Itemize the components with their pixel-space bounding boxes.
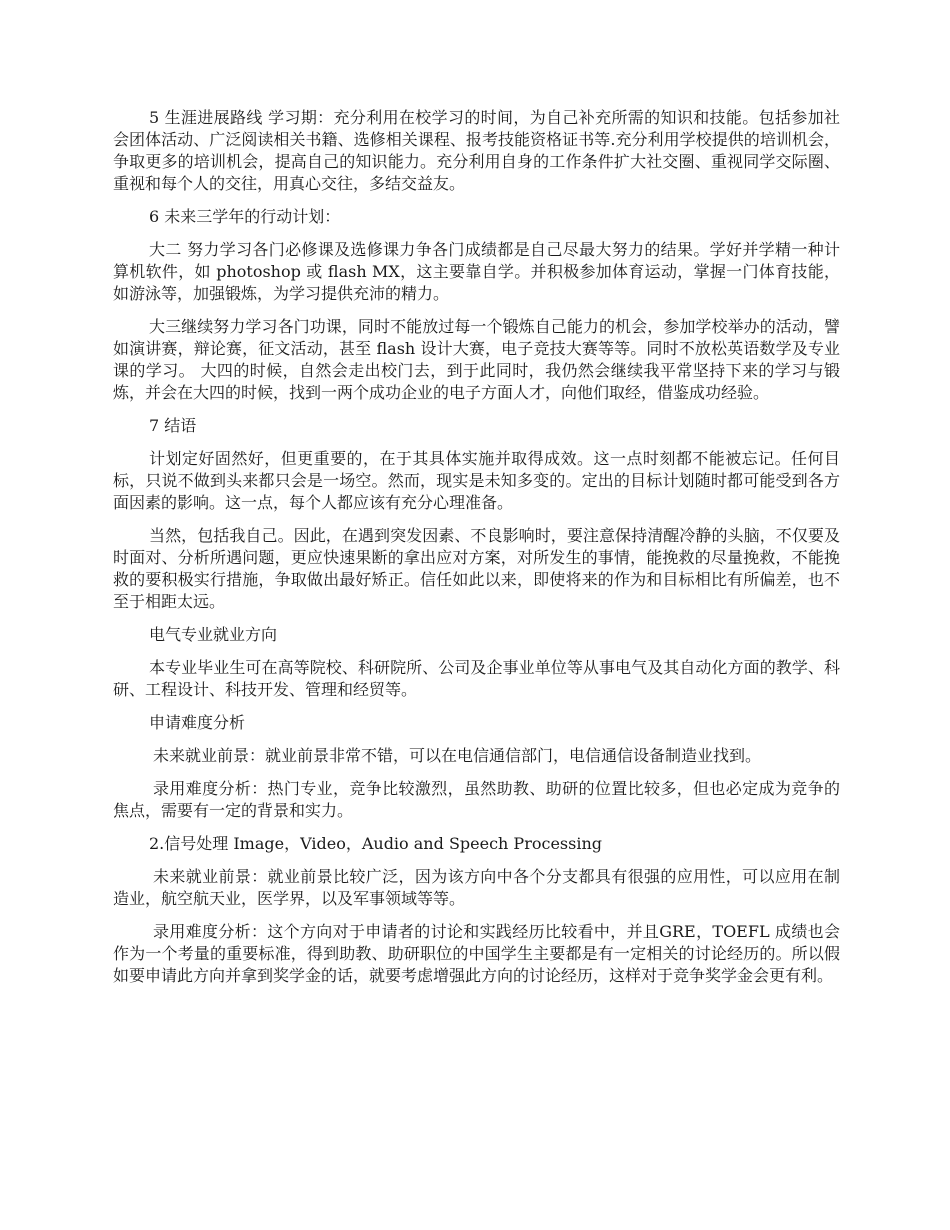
heading-action-plan: 6 未来三学年的行动计划： [149, 207, 341, 226]
paragraph-prospects-1: 未来就业前景：就业前景非常不错，可以在电信通信部门，电信通信设备制造业找到。 [153, 746, 762, 765]
paragraph-conclusion-1: 计划定好固然好，但更重要的，在于其具体实施并取得成效。这一点时刻都不能被忘记。任何目标，只说不做到头来都只会是一场空。然而，现实是未知多变的。定出的目标计划随时都可能受到各方面因素的影响。这一点，每个人都应该有充分心理准备。 [113, 449, 840, 512]
paragraph-difficulty-2: 录用难度分析：这个方向对于申请者的讨论和实践经历比较看中，并且GRE，TOEFL 成绩也会作为一个考量的重要标准，得到助教、助研职位的中国学生主要都是有一定相关的讨论经历的。所以假如要申请此方向并拿到奖学金的话，就要考虑增强此方向的讨论经历，这样对于竞争奖学金会更有利。 [113, 922, 840, 985]
paragraph-junior-senior-plan: 大三继续努力学习各门功课，同时不能放过每一个锻炼自己能力的机会，参加学校举办的活动，譬如演讲赛，辩论赛，征文活动，甚至 flash 设计大赛，电子竞技大赛等等。同时不放松英语数学及专业课的学习。 大四的时候，自然会走出校门去，到于此同时，我仍然会继续我平常坚持下来的学习与锻炼，并会在大四的时候，找到一两个成功企业的电子方面人才，向他们取经，借鉴成功经验。 [113, 317, 840, 402]
paragraph-sophomore-plan: 大二 努力学习各门必修课及选修课力争各门成绩都是自己尽最大努力的结果。学好并学精一种计算机软件，如 photoshop 或 flash MX，这主要靠自学。并积极参加体育运动，掌握一门体育技能，如游泳等，加强锻炼，为学习提供充沛的精力。 [113, 240, 840, 303]
paragraph-difficulty-1: 录用难度分析：热门专业，竞争比较激烈，虽然助教、助研的位置比较多，但也必定成为竞争的焦点，需要有一定的背景和实力。 [113, 779, 840, 820]
heading-signal-processing: 2.信号处理 Image，Video，Audio and Speech Processing [149, 834, 602, 853]
paragraph-electrical-career: 本专业毕业生可在高等院校、科研院所、公司及企事业单位等从事电气及其自动化方面的教学、科研、工程设计、科技开发、管理和经贸等。 [113, 658, 840, 699]
paragraph-prospects-2: 未来就业前景：就业前景比较广泛，因为该方向中各个分支都具有很强的应用性，可以应用在制造业，航空航天业，医学界，以及军事领域等等。 [113, 867, 840, 908]
heading-conclusion: 7 结语 [149, 416, 197, 435]
document-page [113, 107, 840, 998]
paragraph-career-path: 5 生涯进展路线 学习期：充分利用在校学习的时间，为自己补充所需的知识和技能。包括参加社会团体活动、广泛阅读相关书籍、选修相关课程、报考技能资格证书等.充分利用学校提供的培训机会，争取更多的培训机会，提高自己的知识能力。充分利用自身的工作条件扩大社交圈、重视同学交际圈、重视和每个人的交往，用真心交往，多结交益友。 [113, 108, 840, 193]
heading-electrical-career: 电气专业就业方向 [149, 625, 278, 644]
heading-difficulty-analysis: 申请难度分析 [149, 713, 246, 732]
paragraph-conclusion-2: 当然，包括我自己。因此，在遇到突发因素、不良影响时，要注意保持清醒冷静的头脑，不仅要及时面对、分析所遇问题，更应快速果断的拿出应对方案，对所发生的事情，能挽救的尽量挽救，不能挽救的要积极实行措施，争取做出最好矫正。信任如此以来，即使将来的作为和目标相比有所偏差，也不至于相距太远。 [113, 526, 840, 611]
